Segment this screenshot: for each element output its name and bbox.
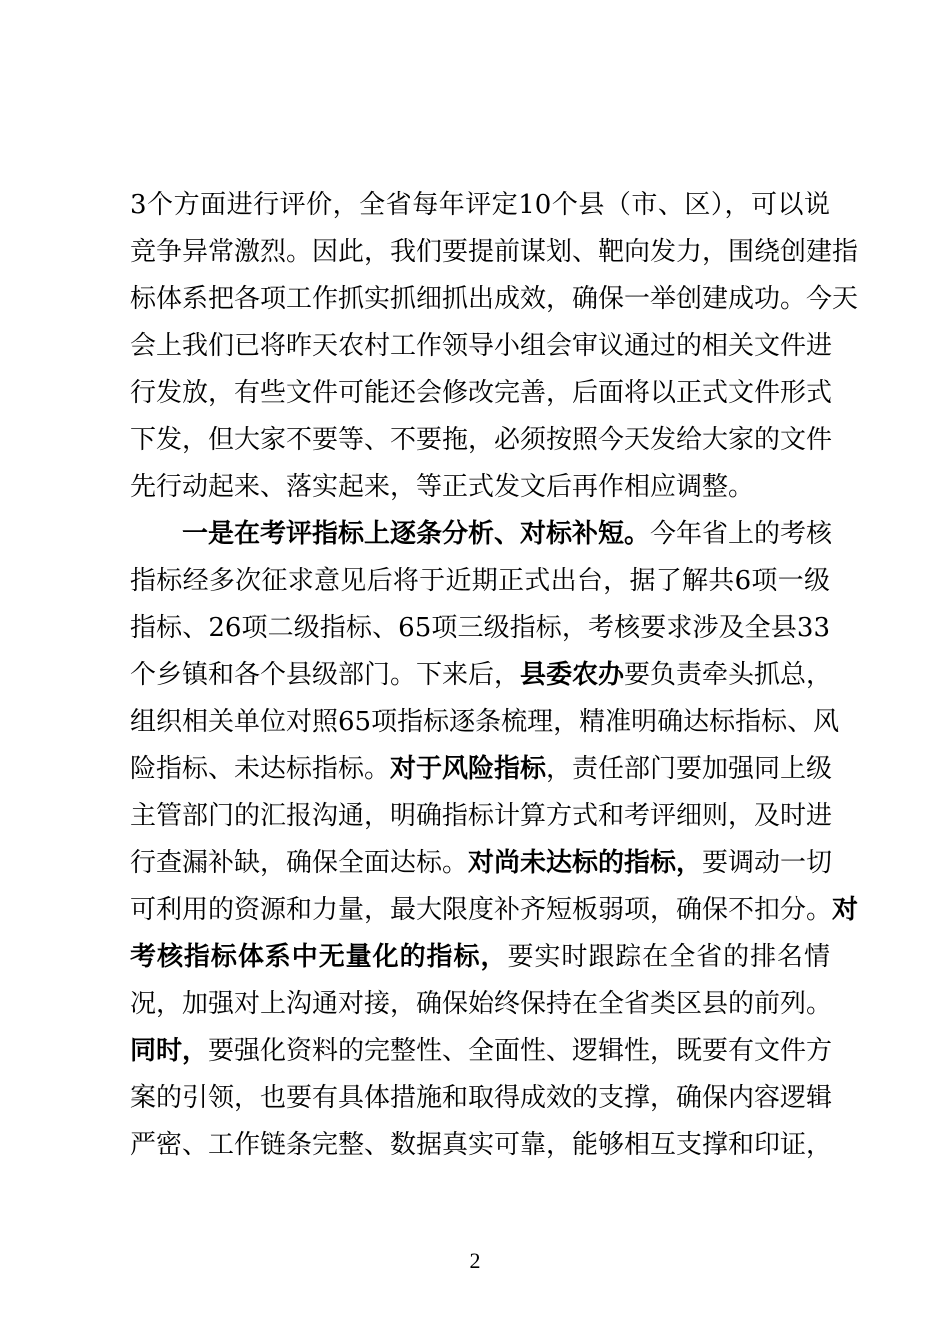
line-text: 可利用的资源和力量，最大限度补齐短板弱项，确保不扣分。	[130, 895, 833, 925]
paragraph-2-line-9	[130, 890, 859, 930]
emphasis-text: 同时，	[130, 1036, 209, 1066]
paragraph-2-line-1	[182, 514, 833, 554]
paragraph-1-line-3: 标体系把各项工作抓实抓细抓出成效，确保一举创建成功。今天	[130, 284, 859, 314]
line-text: 险指标、未达标指标。	[130, 754, 391, 784]
paragraph-2-line-12	[130, 1031, 833, 1071]
paragraph-2-line-2: 指标经多次征求意见后将于近期正式出台，据了解共6项一级	[130, 566, 830, 596]
emphasis-text: 对	[832, 895, 859, 925]
line-text: 行查漏补缺，确保全面达标。	[130, 848, 469, 878]
paragraph-1-line-6: 下发，但大家不要等、不要拖，必须按照今天发给大家的文件	[130, 425, 833, 455]
paragraph-1-line-1: 3个方面进行评价，全省每年评定10个县（市、区），可以说	[130, 190, 830, 220]
emphasis-text: 考核指标体系中无量化的指标，	[130, 942, 508, 972]
emphasis-text: 对尚未达标的指标，	[468, 848, 703, 878]
paragraph-1-line-5: 行发放，有些文件可能还会修改完善，后面将以正式文件形式	[130, 378, 833, 408]
paragraph-1-line-7: 先行动起来、落实起来，等正式发文后再作相应调整。	[130, 472, 755, 502]
line-text: 要强化资料的完整性、全面性、逻辑性，既要有文件方	[208, 1036, 833, 1066]
emphasis-text: 对于风险指标	[390, 754, 547, 784]
line-text: 要调动一切	[702, 848, 833, 878]
paragraph-2-line-7: 主管部门的汇报沟通，明确指标计算方式和考评细则，及时进	[130, 801, 833, 831]
line-text: 今年省上的考核	[650, 519, 833, 549]
emphasis-text: 县委农办	[520, 660, 625, 690]
heading-bold-text: 一是在考评指标上逐条分析、对标补短。	[182, 519, 651, 549]
page-number: 2	[469, 1248, 481, 1273]
paragraph-2-line-14: 严密、工作链条完整、数据真实可靠，能够相互支撑和印证，	[130, 1130, 833, 1160]
paragraph-2-line-6	[130, 749, 833, 789]
paragraph-2-line-11: 况，加强对上沟通对接，确保始终保持在全省类区县的前列。	[130, 989, 833, 1019]
paragraph-2-line-3: 指标、26项二级指标、65项三级指标，考核要求涉及全县33	[130, 613, 830, 643]
line-text: ，责任部门要加强同上级	[546, 754, 833, 784]
paragraph-2-line-10	[130, 937, 830, 977]
paragraph-2-line-13: 案的引领，也要有具体措施和取得成效的支撑，确保内容逻辑	[130, 1083, 833, 1113]
paragraph-1-line-4: 会上我们已将昨天农村工作领导小组会审议通过的相关文件进	[130, 331, 833, 361]
line-text: 个乡镇和各个县级部门。下来后，	[130, 660, 521, 690]
line-text: 要实时跟踪在全省的排名情	[507, 942, 830, 972]
paragraph-1-line-2: 竞争异常激烈。因此，我们要提前谋划、靶向发力，围绕创建指	[130, 237, 859, 267]
line-text: 要负责牵头抓总，	[624, 660, 833, 690]
paragraph-2-line-4	[130, 655, 833, 695]
paragraph-2-line-8	[130, 843, 833, 883]
paragraph-2-line-5: 组织相关单位对照65项指标逐条梳理，精准明确达标指标、风	[130, 707, 840, 737]
